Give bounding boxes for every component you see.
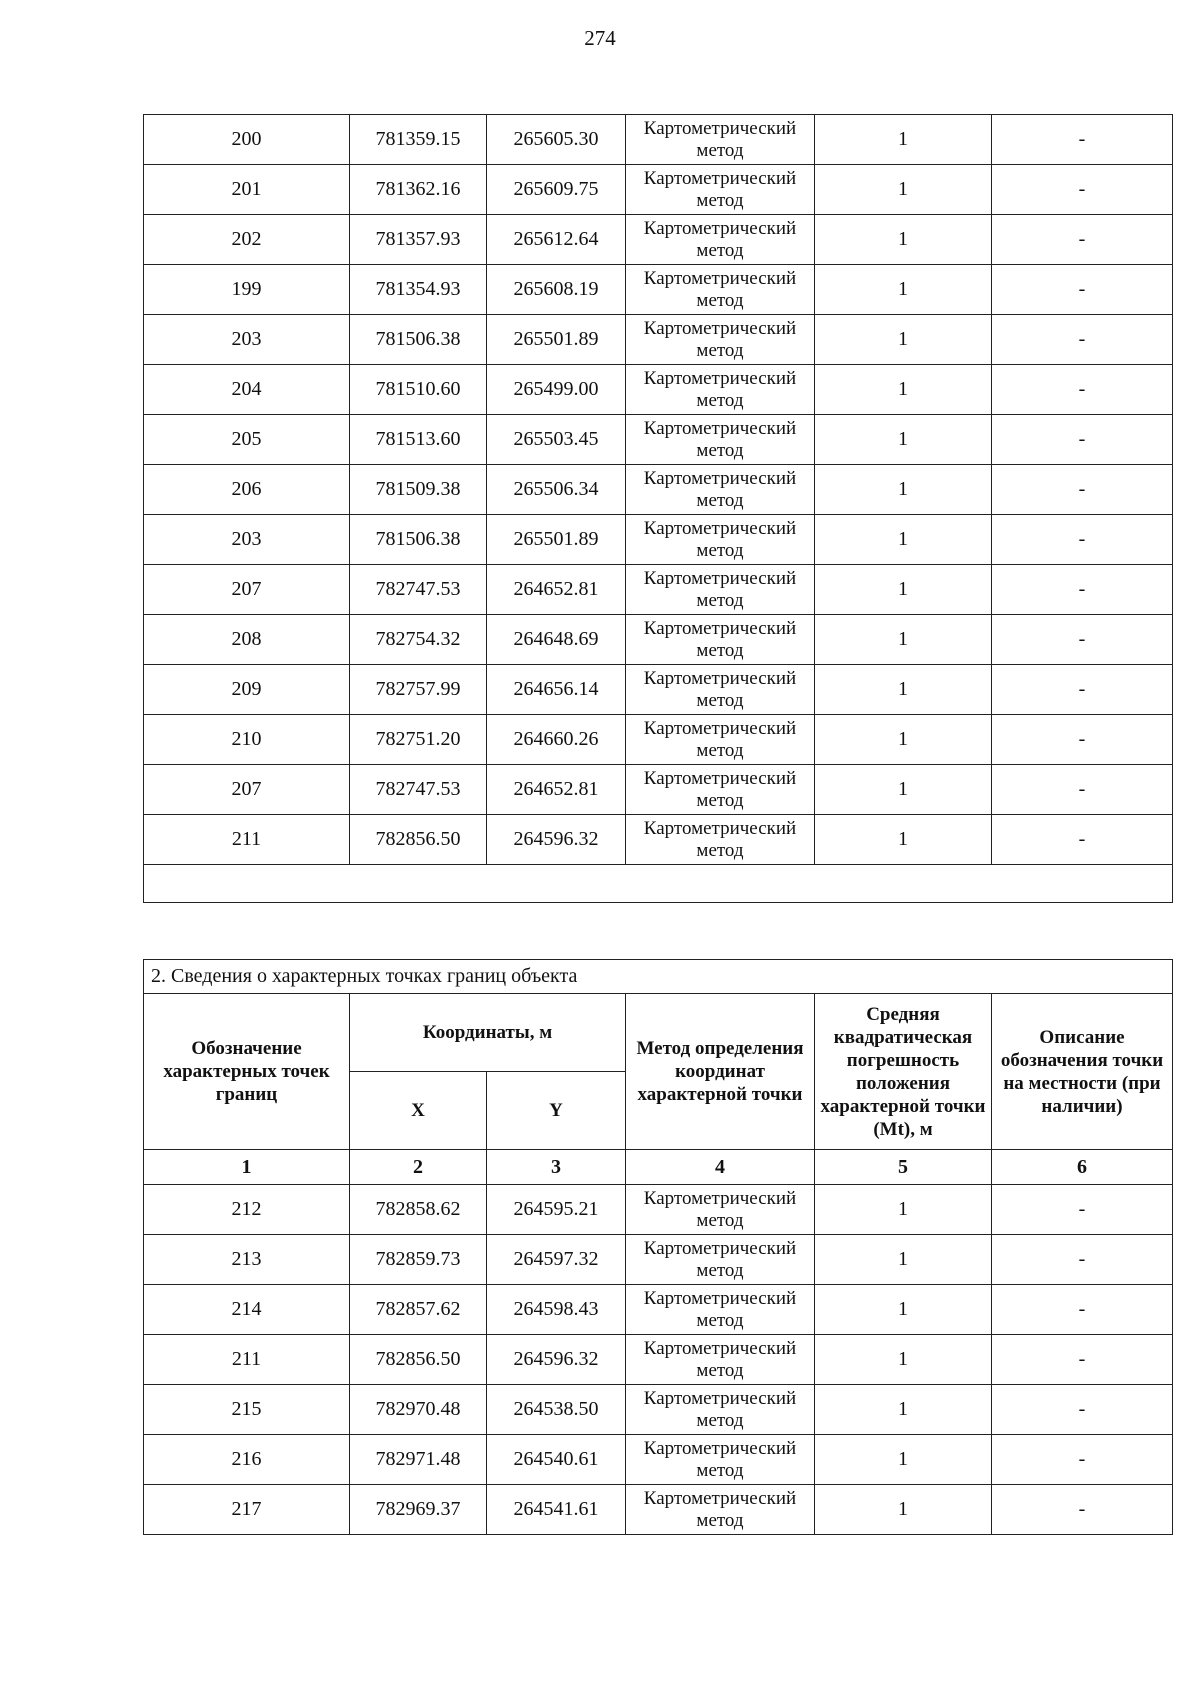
column-number: 2: [350, 1150, 487, 1185]
header-y: Y: [487, 1072, 626, 1150]
cell-method: Картометрический метод: [626, 315, 815, 365]
cell-point: 203: [144, 515, 350, 565]
cell-mean-error: 1: [815, 1185, 992, 1235]
cell-y: 265605.30: [487, 115, 626, 165]
cell-mean-error: 1: [815, 665, 992, 715]
cell-method: Картометрический метод: [626, 215, 815, 265]
cell-mean-error: 1: [815, 1235, 992, 1285]
cell-point: 205: [144, 415, 350, 465]
cell-x: 781513.60: [350, 415, 487, 465]
cell-x: 782857.62: [350, 1285, 487, 1335]
cell-point: 211: [144, 1335, 350, 1385]
cell-point: 207: [144, 565, 350, 615]
boundary-points-table: [143, 959, 1173, 1535]
cell-method: Картометрический метод: [626, 615, 815, 665]
cell-x: 782969.37: [350, 1485, 487, 1535]
cell-y: 264541.61: [487, 1485, 626, 1535]
cell-x: 782858.62: [350, 1185, 487, 1235]
cell-description: -: [992, 1435, 1173, 1485]
cell-method: Картометрический метод: [626, 1335, 815, 1385]
cell-mean-error: 1: [815, 515, 992, 565]
cell-y: 264598.43: [487, 1285, 626, 1335]
cell-method: Картометрический метод: [626, 565, 815, 615]
cell-y: 265501.89: [487, 315, 626, 365]
cell-mean-error: 1: [815, 615, 992, 665]
cell-point: 211: [144, 815, 350, 865]
cell-point: 203: [144, 315, 350, 365]
cell-y: 265506.34: [487, 465, 626, 515]
table-row: [144, 1435, 1173, 1485]
cell-mean-error: 1: [815, 215, 992, 265]
cell-y: 264596.32: [487, 815, 626, 865]
cell-point: 200: [144, 115, 350, 165]
empty-cell: [144, 865, 1173, 903]
cell-method: Картометрический метод: [626, 515, 815, 565]
table2-body: [144, 1185, 1173, 1535]
cell-method: Картометрический метод: [626, 415, 815, 465]
cell-mean-error: 1: [815, 165, 992, 215]
cell-method: Картометрический метод: [626, 715, 815, 765]
header-method: Метод определения координат характерной точки: [626, 994, 815, 1150]
cell-point: 202: [144, 215, 350, 265]
table-row: [144, 1285, 1173, 1335]
cell-point: 217: [144, 1485, 350, 1535]
column-number: 4: [626, 1150, 815, 1185]
cell-y: 264538.50: [487, 1385, 626, 1435]
cell-description: -: [992, 1235, 1173, 1285]
cell-y: 265608.19: [487, 265, 626, 315]
cell-x: 781506.38: [350, 315, 487, 365]
cell-description: -: [992, 1285, 1173, 1335]
boundary-points-table-continued: [143, 114, 1173, 903]
cell-point: 207: [144, 765, 350, 815]
table-row: [144, 565, 1173, 615]
cell-mean-error: 1: [815, 115, 992, 165]
table-row: [144, 615, 1173, 665]
table-row: [144, 415, 1173, 465]
table-row: [144, 1385, 1173, 1435]
cell-method: Картометрический метод: [626, 165, 815, 215]
cell-y: 264652.81: [487, 565, 626, 615]
cell-method: Картометрический метод: [626, 1235, 815, 1285]
cell-x: 781354.93: [350, 265, 487, 315]
cell-point: 215: [144, 1385, 350, 1435]
cell-x: 782754.32: [350, 615, 487, 665]
table-row: [144, 815, 1173, 865]
table-row: [144, 515, 1173, 565]
cell-description: -: [992, 515, 1173, 565]
table-caption: 2. Сведения о характерных точках границ объекта: [144, 960, 1173, 994]
cell-method: Картометрический метод: [626, 115, 815, 165]
cell-mean-error: 1: [815, 1485, 992, 1535]
cell-point: 213: [144, 1235, 350, 1285]
page-number: 274: [584, 26, 616, 50]
cell-x: 782856.50: [350, 1335, 487, 1385]
cell-x: 782970.48: [350, 1385, 487, 1435]
cell-x: 782971.48: [350, 1435, 487, 1485]
cell-description: -: [992, 1385, 1173, 1435]
cell-x: 782856.50: [350, 815, 487, 865]
cell-method: Картометрический метод: [626, 1285, 815, 1335]
table-row: [144, 665, 1173, 715]
cell-y: 264648.69: [487, 615, 626, 665]
cell-description: -: [992, 465, 1173, 515]
cell-point: 208: [144, 615, 350, 665]
table-row: [144, 1485, 1173, 1535]
cell-mean-error: 1: [815, 1435, 992, 1485]
cell-method: Картометрический метод: [626, 465, 815, 515]
cell-x: 782747.53: [350, 765, 487, 815]
cell-mean-error: 1: [815, 1385, 992, 1435]
cell-point: 209: [144, 665, 350, 715]
cell-x: 782747.53: [350, 565, 487, 615]
table-row: [144, 315, 1173, 365]
cell-x: 782859.73: [350, 1235, 487, 1285]
cell-y: 265499.00: [487, 365, 626, 415]
cell-description: -: [992, 265, 1173, 315]
cell-description: -: [992, 365, 1173, 415]
cell-description: -: [992, 115, 1173, 165]
cell-y: 264660.26: [487, 715, 626, 765]
cell-description: -: [992, 415, 1173, 465]
cell-x: 781357.93: [350, 215, 487, 265]
cell-point: 210: [144, 715, 350, 765]
cell-description: -: [992, 1185, 1173, 1235]
cell-mean-error: 1: [815, 315, 992, 365]
cell-mean-error: 1: [815, 1285, 992, 1335]
cell-description: -: [992, 215, 1173, 265]
cell-description: -: [992, 665, 1173, 715]
cell-x: 781359.15: [350, 115, 487, 165]
cell-y: 264656.14: [487, 665, 626, 715]
table-row: [144, 765, 1173, 815]
cell-y: 264597.32: [487, 1235, 626, 1285]
cell-mean-error: 1: [815, 415, 992, 465]
column-number: 5: [815, 1150, 992, 1185]
table-row: [144, 465, 1173, 515]
cell-mean-error: 1: [815, 265, 992, 315]
cell-point: 212: [144, 1185, 350, 1235]
header-coordinates: Координаты, м: [350, 994, 626, 1072]
cell-method: Картометрический метод: [626, 1385, 815, 1435]
cell-mean-error: 1: [815, 565, 992, 615]
cell-x: 781509.38: [350, 465, 487, 515]
cell-mean-error: 1: [815, 465, 992, 515]
cell-x: 781510.60: [350, 365, 487, 415]
cell-y: 264652.81: [487, 765, 626, 815]
cell-point: 201: [144, 165, 350, 215]
cell-x: 781362.16: [350, 165, 487, 215]
cell-description: -: [992, 765, 1173, 815]
cell-method: Картометрический метод: [626, 365, 815, 415]
cell-mean-error: 1: [815, 365, 992, 415]
cell-y: 264595.21: [487, 1185, 626, 1235]
table-row: [144, 1235, 1173, 1285]
cell-y: 265501.89: [487, 515, 626, 565]
header-x: X: [350, 1072, 487, 1150]
column-number: 6: [992, 1150, 1173, 1185]
header-description: Описание обозначения точки на местности (при наличии): [992, 994, 1173, 1150]
cell-point: 206: [144, 465, 350, 515]
cell-method: Картометрический метод: [626, 815, 815, 865]
cell-method: Картометрический метод: [626, 665, 815, 715]
cell-method: Картометрический метод: [626, 265, 815, 315]
table-row: [144, 265, 1173, 315]
column-number: 3: [487, 1150, 626, 1185]
empty-row: [144, 865, 1173, 903]
cell-x: 782757.99: [350, 665, 487, 715]
table1-body: [144, 115, 1173, 903]
cell-method: Картометрический метод: [626, 1185, 815, 1235]
cell-method: Картометрический метод: [626, 1435, 815, 1485]
cell-x: 781506.38: [350, 515, 487, 565]
cell-y: 265503.45: [487, 415, 626, 465]
cell-point: 214: [144, 1285, 350, 1335]
cell-y: 264596.32: [487, 1335, 626, 1385]
cell-description: -: [992, 315, 1173, 365]
cell-mean-error: 1: [815, 1335, 992, 1385]
cell-y: 265609.75: [487, 165, 626, 215]
cell-description: -: [992, 565, 1173, 615]
cell-description: -: [992, 815, 1173, 865]
cell-y: 265612.64: [487, 215, 626, 265]
cell-description: -: [992, 1485, 1173, 1535]
table-row: [144, 215, 1173, 265]
table-row: [144, 1335, 1173, 1385]
cell-description: -: [992, 615, 1173, 665]
cell-y: 264540.61: [487, 1435, 626, 1485]
cell-description: -: [992, 715, 1173, 765]
cell-mean-error: 1: [815, 715, 992, 765]
cell-method: Картометрический метод: [626, 1485, 815, 1535]
cell-mean-error: 1: [815, 815, 992, 865]
cell-point: 216: [144, 1435, 350, 1485]
table-row: [144, 715, 1173, 765]
cell-mean-error: 1: [815, 765, 992, 815]
cell-point: 204: [144, 365, 350, 415]
cell-point: 199: [144, 265, 350, 315]
column-number: 1: [144, 1150, 350, 1185]
table-row: [144, 1185, 1173, 1235]
cell-description: -: [992, 1335, 1173, 1385]
header-mean-error: Средняя квадратическая погрешность положения характерной точки (Mt), м: [815, 994, 992, 1150]
table-row: [144, 365, 1173, 415]
table-row: [144, 115, 1173, 165]
header-point-designation: Обозначение характерных точек границ: [144, 994, 350, 1150]
cell-description: -: [992, 165, 1173, 215]
table-row: [144, 165, 1173, 215]
cell-method: Картометрический метод: [626, 765, 815, 815]
cell-x: 782751.20: [350, 715, 487, 765]
